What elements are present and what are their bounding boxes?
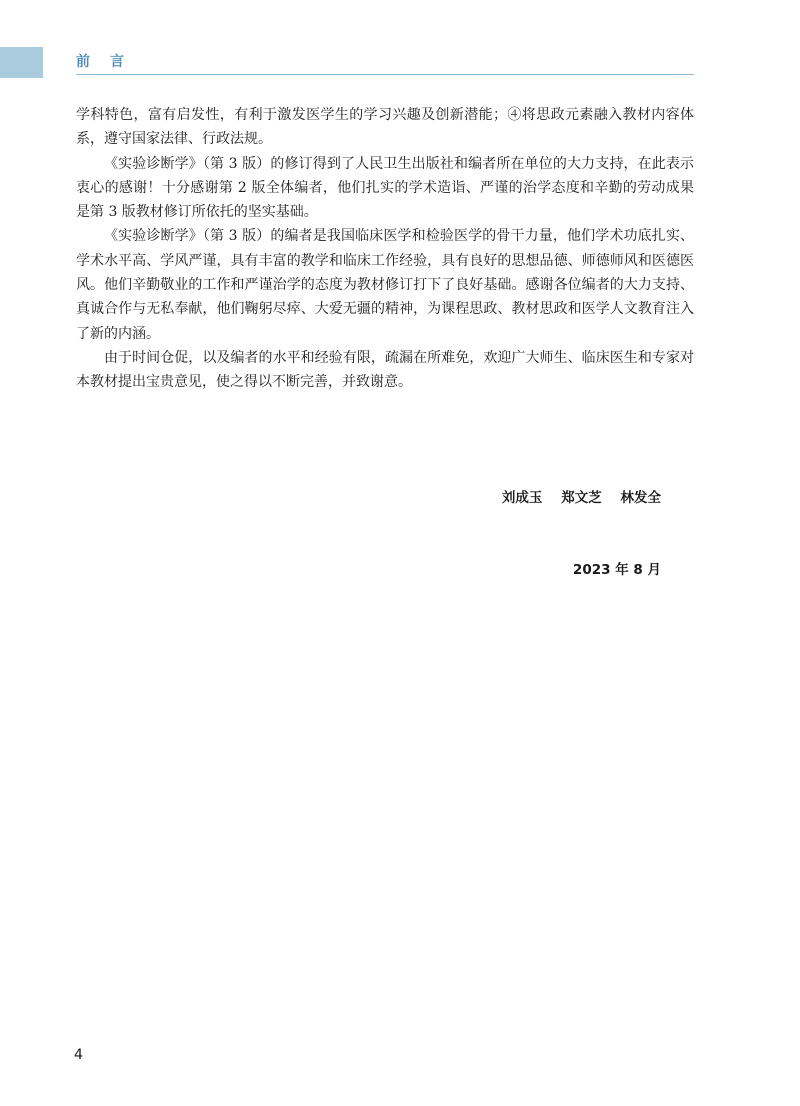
- signature-date: 2023 年 8 月: [572, 562, 661, 578]
- signature-block: [502, 438, 661, 606]
- section-title: 前言: [76, 54, 144, 70]
- author-names: 刘成玉 郑文芝 林发全: [501, 490, 661, 506]
- paragraph-acknowledgement: 《实验诊断学》（第 3 版）的修订得到了人民卫生出版社和编者所在单位的大力支持，在此表示衷心的感谢！十分感谢第 2 版全体编者，他们扎实的学术造诣、严谨的治学态度和辛勤的劳动成果是第 3 版教材修订所依托的坚实基础。: [76, 155, 694, 221]
- preface-body: [76, 103, 694, 395]
- paragraph-closing: 由于时间仓促，以及编者的水平和经验有限，疏漏在所难免，欢迎广大师生、临床医生和专家对本教材提出宝贵意见，使之得以不断完善，并致谢意。: [76, 349, 694, 391]
- paragraph-editors: 《实验诊断学》（第 3 版）的编者是我国临床医学和检验医学的骨干力量，他们学术功底扎实、学术水平高、学风严谨，具有丰富的教学和临床工作经验，具有良好的思想品德、师德师风和医德医风。他们辛勤敬业的工作和严谨治学的态度为教材修订打下了良好基础。感谢各位编者的大力支持、真诚合作与无私奉献，他们鞠躬尽瘁、大爱无疆的精神，为课程思政、教材思政和医学人文教育注入了新的内涵。: [76, 228, 694, 342]
- paragraph-continued: 学科特色，富有启发性，有利于激发医学生的学习兴趣及创新潜能；④将思政元素融入教材内容体系，遵守国家法律、行政法规。: [76, 107, 694, 148]
- header-color-tab: [0, 47, 43, 78]
- header-divider: [76, 74, 694, 75]
- page-number: 4: [74, 1047, 83, 1063]
